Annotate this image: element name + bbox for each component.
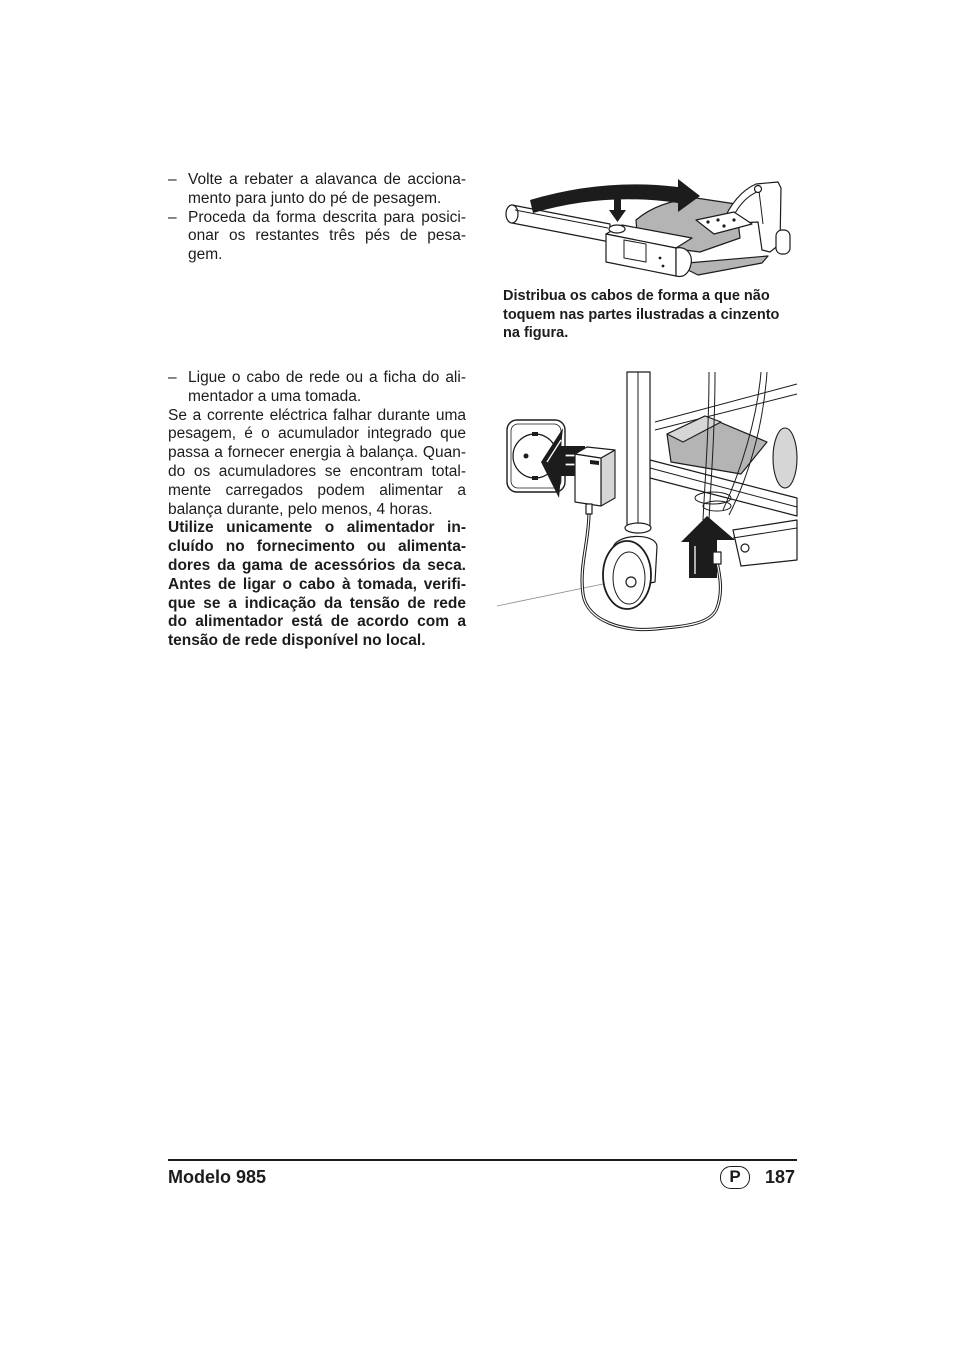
weighing-plate [773, 428, 797, 488]
paragraph-line: do os acumuladores se encontram total- [168, 462, 466, 480]
upper-frame [655, 384, 797, 430]
base-block [733, 520, 797, 566]
step-text-line: mentador a uma tomada. [188, 387, 362, 405]
frame-rail [655, 384, 797, 422]
instructions-section-2 [168, 369, 466, 651]
table-leg [627, 372, 650, 526]
adapter-side [601, 450, 615, 506]
footer-rule [168, 1159, 797, 1161]
step-text-line: mento para junto do pé de pesagem. [188, 189, 442, 207]
up-arrow-shape [681, 516, 735, 578]
platform-dot [732, 218, 735, 221]
page-number: 187 [765, 1167, 796, 1187]
instruction-step [168, 369, 466, 407]
platform-dot [706, 220, 709, 223]
figure-caption [503, 287, 795, 343]
paragraph-line: mente carregados podem alimentar a [168, 481, 466, 499]
housing-end-cap [676, 248, 691, 277]
socket-ground-clip [532, 432, 538, 436]
platform-dot [722, 224, 725, 227]
step-text-line: Volte a rebater a alavanca de acciona- [188, 171, 466, 188]
warning-line: dores da gama de acessórios da seca. [168, 556, 466, 574]
step-text-line: Ligue o cabo de rede ou a ficha do ali- [188, 369, 466, 386]
paragraph-line: balança durante, pelo menos, 4 horas. [168, 500, 433, 518]
wheel-hub [626, 577, 636, 587]
paragraph-line: pesagem, é o acumulador integrado que [168, 425, 466, 443]
battery-paragraph [168, 407, 466, 520]
caption-line: na figura. [503, 325, 569, 341]
step-dash: – [168, 369, 177, 386]
step-text [188, 171, 466, 209]
screw-icon [755, 186, 762, 193]
socket-ground-clip [532, 476, 538, 480]
paragraph-line: passa a fornecer energia à balança. Quan- [168, 444, 466, 462]
housing-dot [659, 257, 662, 260]
adapter-strain-relief [586, 504, 592, 514]
step-text-line: gem. [188, 246, 223, 264]
power-connection-illustration [495, 370, 798, 635]
base-block-body [733, 520, 797, 566]
language-badge: P [720, 1166, 750, 1189]
step-dash: – [168, 171, 177, 188]
lever-bar-end [506, 205, 518, 223]
bracket-roller [776, 230, 790, 254]
paragraph-line: Se a corrente eléctrica falhar durante uma [168, 406, 466, 424]
caster-swivel [625, 523, 651, 533]
housing-dot [662, 265, 665, 268]
caster-wheel [603, 523, 657, 609]
power-supply-warning [168, 519, 466, 651]
cable-tie [703, 501, 731, 511]
instructions-section-1 [168, 171, 466, 265]
platform-dot [716, 218, 719, 221]
step-text-line: onar os restantes três pés de pesa- [188, 227, 466, 245]
warning-line: do alimentador está de acordo com a [168, 613, 466, 631]
caption-line: toquem nas partes ilustradas a cinzento [503, 306, 780, 323]
screw-icon [741, 544, 749, 552]
step-dash: – [168, 208, 177, 226]
lever-illustration [500, 178, 795, 286]
warning-line: que se a indicação da tensão de rede [168, 594, 466, 612]
step-text-line: Proceda da forma descrita para posici- [188, 208, 466, 226]
up-arrow-icon [681, 516, 735, 578]
knob-shape [609, 225, 625, 233]
lever-bar-body [512, 205, 610, 242]
step-text [188, 369, 466, 407]
caption-line: Distribua os cabos de forma a que não [503, 288, 770, 304]
step-text [188, 209, 466, 265]
power-adapter [575, 447, 615, 514]
lever-bar [506, 205, 610, 242]
model-label: Modelo 985 [168, 1167, 267, 1187]
warning-line: tensão de rede disponível no local. [168, 632, 426, 650]
wheel-tread [603, 541, 651, 609]
warning-line: Antes de ligar o cabo à tomada, verifi- [168, 575, 466, 593]
down-arrow-head [609, 210, 626, 222]
warning-line: Utilize unicamente o alimentador in- [168, 519, 466, 537]
cable-connector [713, 552, 721, 564]
instruction-step [168, 171, 466, 209]
release-knob [609, 225, 625, 233]
warning-line: cluído no fornecimento ou alimenta- [168, 538, 466, 556]
instruction-step [168, 209, 466, 265]
socket-pin-hole [524, 454, 529, 459]
